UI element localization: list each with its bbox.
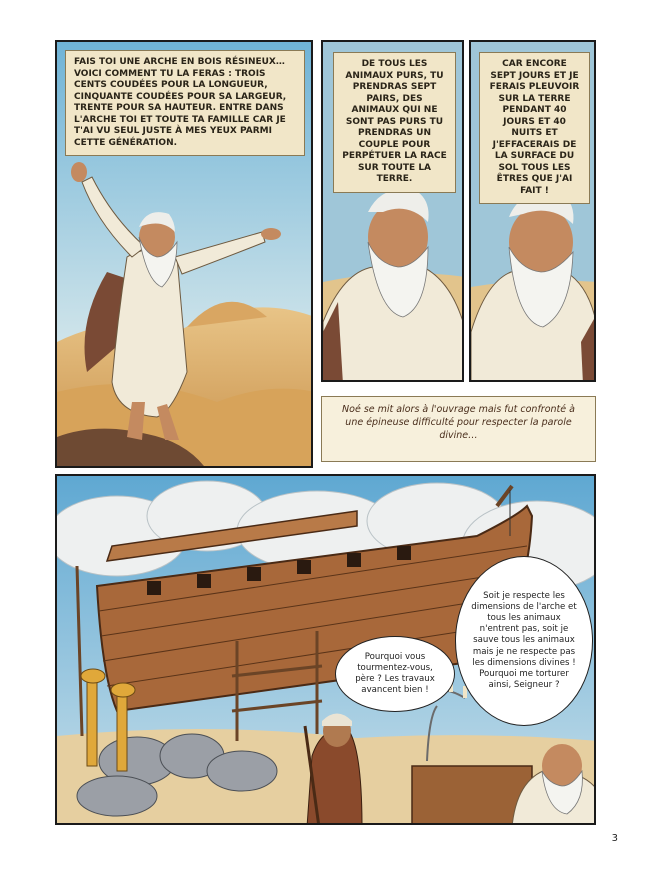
- caption-panel-3: CAR ENCORE SEPT JOURS ET JE FERAIS PLEUVOIR SUR LA TERRE PENDANT 40 JOURS ET 40 NUITS ET J'EFFACERAIS DE LA SURFACE DU SOL TOUS LES ÊTRES QUE J'AI FAIT !: [479, 52, 590, 204]
- caption-narration: Noé se mit alors à l'ouvrage mais fut confronté à une épineuse difficulté pour respecter la parole divine…: [321, 396, 596, 462]
- caption-panel-2: DE TOUS LES ANIMAUX PURS, TU PRENDRAS SEPT PAIRS, DES ANIMAUX QUI NE SONT PAS PURS TU PRENDRAS UN COUPLE POUR PERPÉTUER LA RACE SUR TOUTE LA TERRE.: [333, 52, 456, 193]
- panel-noah-raising-arms: [55, 40, 313, 468]
- speech-bubble-son: Pourquoi vous tourmentez-vous, père ? Les travaux avancent bien !: [335, 636, 455, 712]
- panel-noah-listening: [321, 40, 464, 382]
- panel-narration: [321, 388, 596, 468]
- caption-panel-1: FAIS TOI UNE ARCHE EN BOIS RÉSINEUX… VOICI COMMENT TU LA FERAS : TROIS CENTS COUDÉES POUR LA LONGUEUR, CINQUANTE COUDÉES POUR SA LARGEUR, TRENTE POUR SA HAUTEUR. ENTRE DANS L'ARCHE TOI ET TOUTE TA FAMILLE CAR JE T'AI VU SEUL JUSTE À MES YEUX PARMI CETTE GÉNÉRATION.: [65, 50, 305, 156]
- speech-bubble-noah: Soit je respecte les dimensions de l'arche et tous les animaux n'entrent pas, soit je sauve tous les animaux mais je ne respecte pas les dimensions divines ! Pourquoi me torturer ainsi, Seigneur ?: [455, 556, 593, 726]
- panel-ark-construction: [55, 474, 596, 825]
- panel-noah-close-up: [469, 40, 596, 382]
- page-number: 3: [611, 833, 618, 844]
